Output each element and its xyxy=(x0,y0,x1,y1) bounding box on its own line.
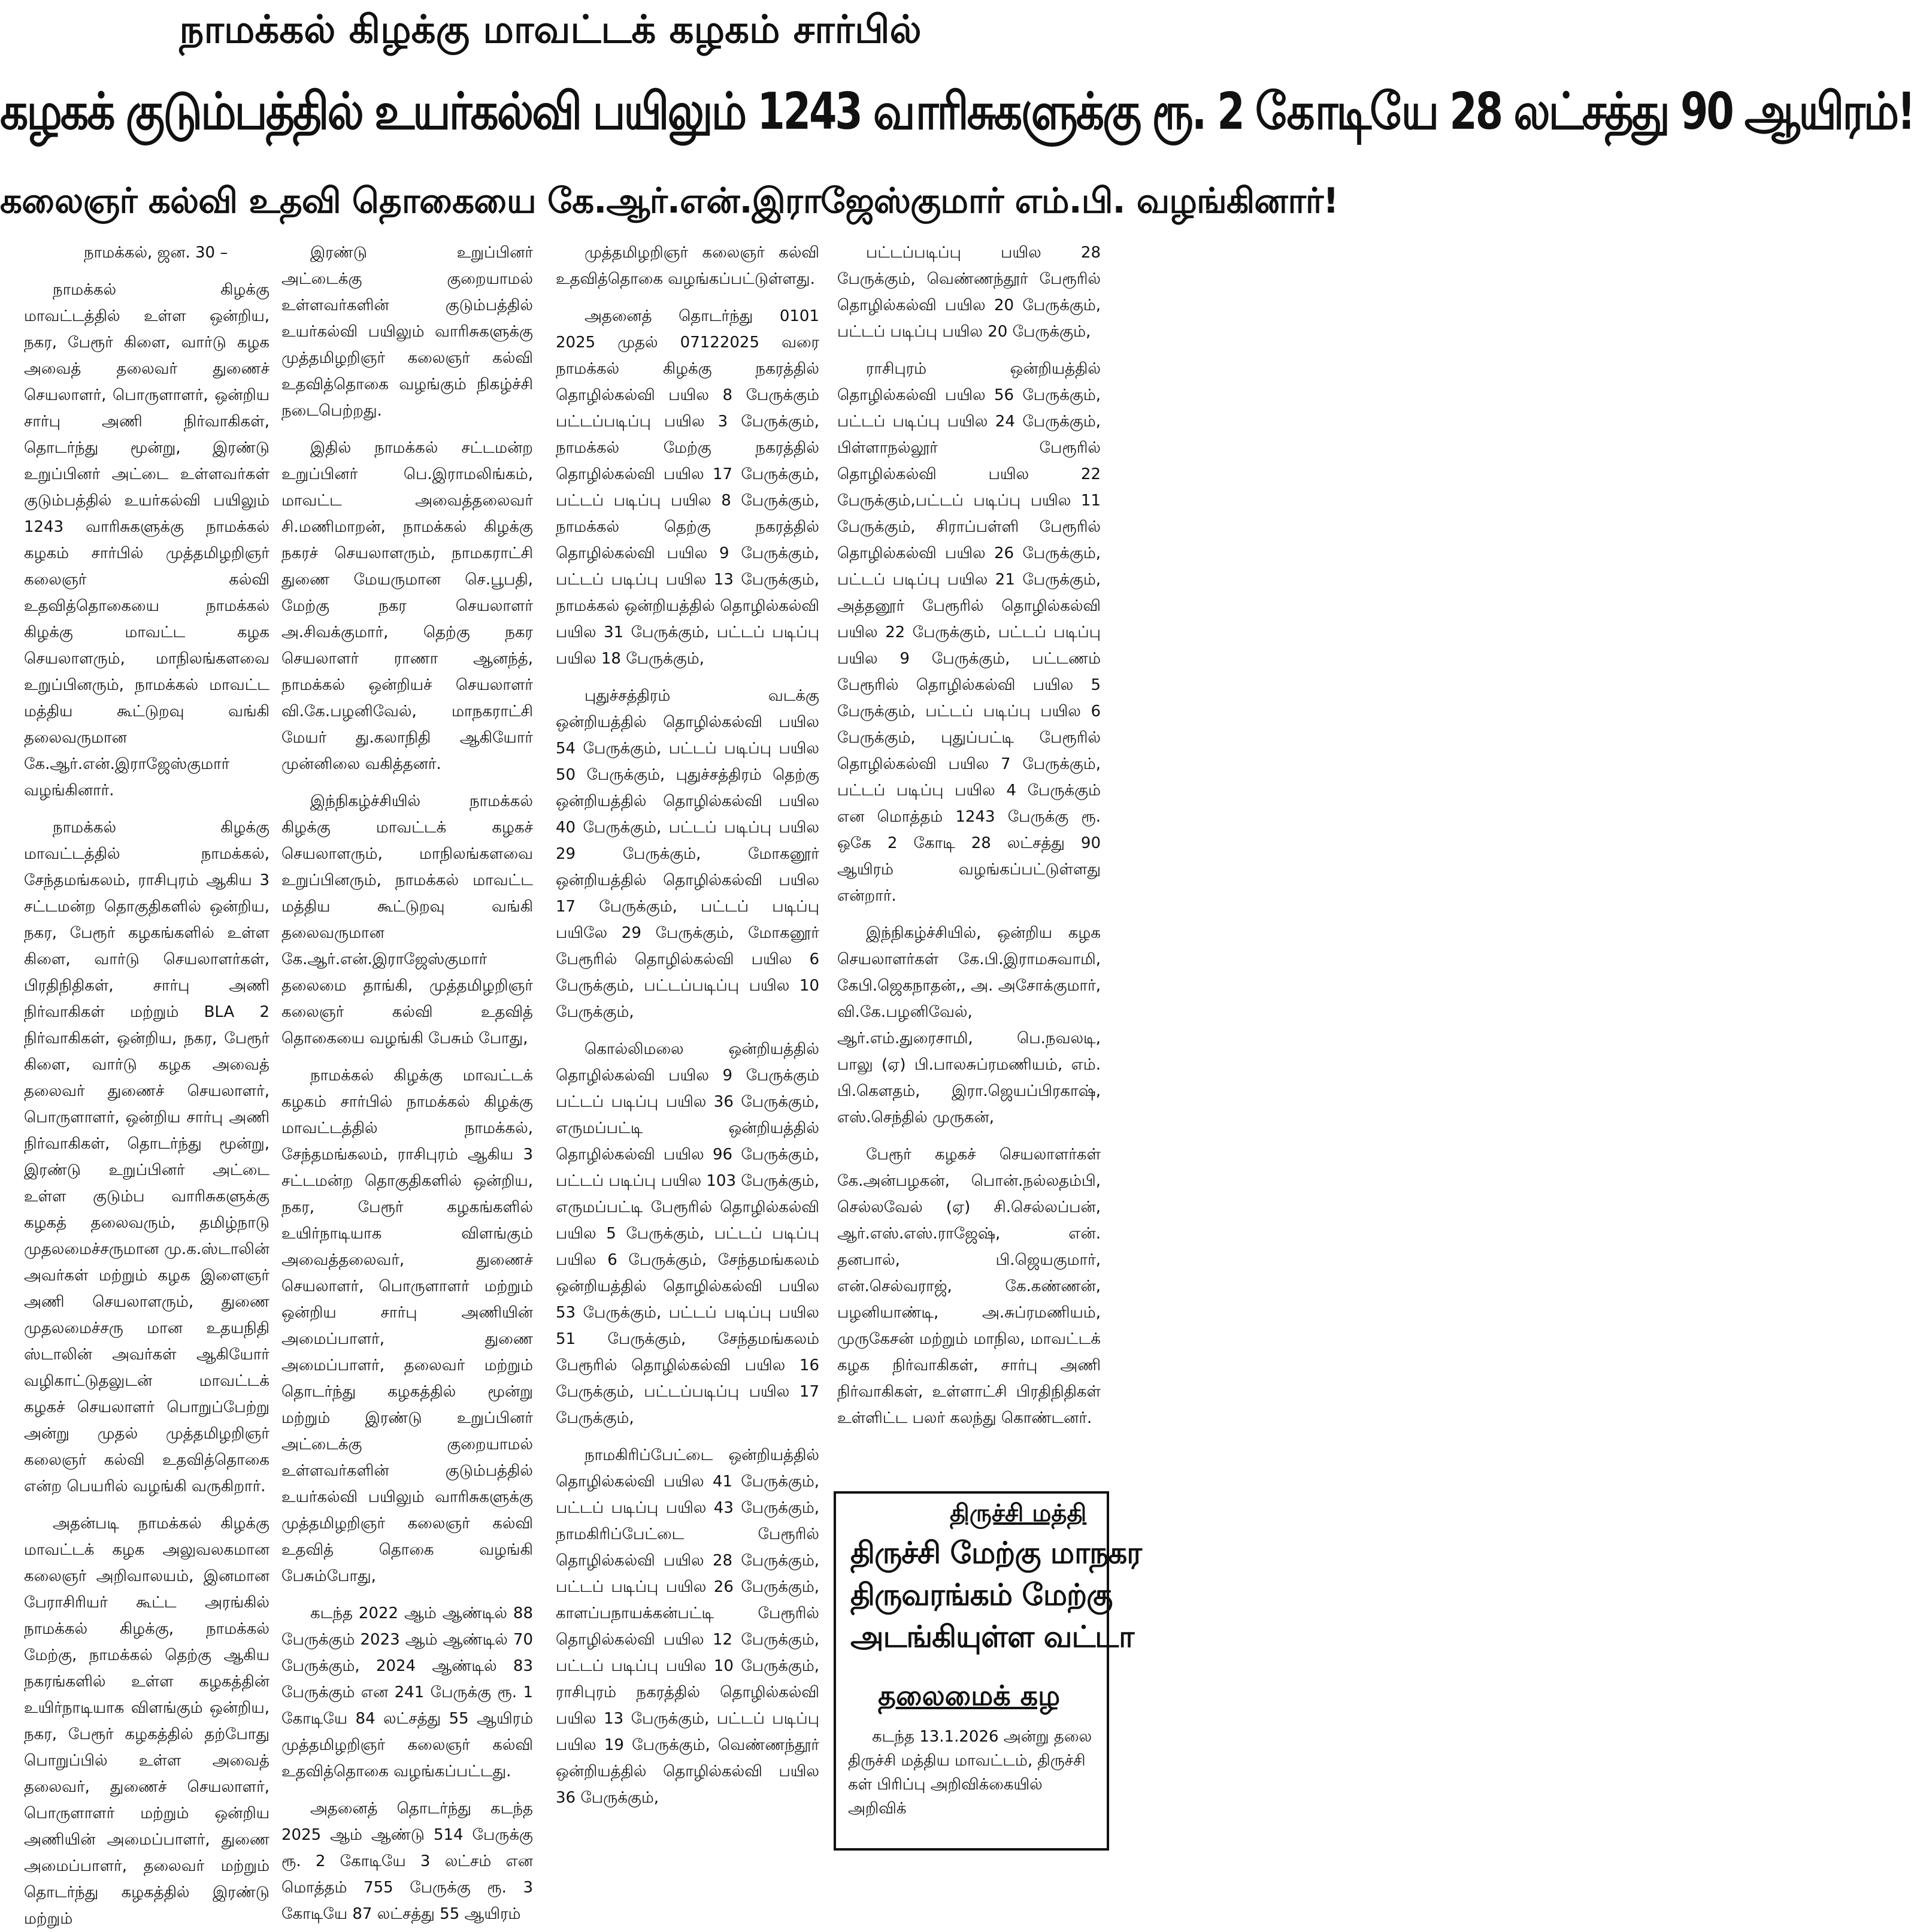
article-paragraph: பேரூர் கழகச் செயலாளர்கள் கே.அன்பழகன், பொன்.நல்லதம்பி, செல்லவேல் (ஏ) சி.செல்லப்பன், ஆர்.எஸ்.எஸ்.ராஜேஷ், என். தனபால், பி.ஜெயகுமார், என்.செல்வராஜ், கே.கண்ணன், பழனியாண்டி, அ.சுப்ரமணியம், முருகேசன் மற்றும் மாநில, மாவட்டக் கழக நிர்வாகிகள், சார்பு அணி நிர்வாகிகள், உள்ளாட்சி பிரதிநிதிகள் உள்ளிட்ட பலர் கலந்து கொண்டனர். xyxy=(837,1146,1101,1427)
article-column-1 xyxy=(24,240,269,1928)
box-headline-line: திருவரங்கம் மேற்கு xyxy=(850,1577,1113,1612)
box-subheading: தலைமைக் கழ xyxy=(878,1679,1061,1712)
headline-sub: கலைஞர் கல்வி உதவி தொகையை கே.ஆர்.என்.இராஜேஸ்குமார் எம்.பி. வழங்கினார்! xyxy=(0,180,1338,221)
article-paragraph: பட்டப்படிப்பு பயில 28 பேருக்கும், வெண்ணந்தூர் பேரூரில் தொழில்கல்வி பயில 20 பேருக்கும், பட்டப் படிப்பு பயில 20 பேருக்கும், xyxy=(837,244,1101,341)
article-paragraph: அதனைத் தொடர்ந்து 0101 2025 முதல் 07122025 வரை நாமக்கல் கிழக்கு நகரத்தில் தொழில்கல்வி பயில 8 பேருக்கும் பட்டப்படிப்பு பயில 3 பேருக்கும், நாமக்கல் மேற்கு நகரத்தில் தொழில்கல்வி பயில 17 பேருக்கும், பட்டப் படிப்பு பயில 8 பேருக்கும், நாமக்கல் தெற்கு நகரத்தில் தொழில்கல்வி பயில 9 பேருக்கும், பட்டப் படிப்பு பயில 13 பேருக்கும், நாமக்கல் ஒன்றியத்தில் தொழில்கல்வி பயில 31 பேருக்கும், பட்டப் படிப்பு பயில 18 பேருக்கும், xyxy=(556,307,819,668)
article-column-2 xyxy=(281,240,533,1923)
article-paragraph: நாமக்கல் கிழக்கு மாவட்டக் கழகம் சார்பில் நாமக்கல் கிழக்கு மாவட்டத்தில் நாமக்கல், சேந்தமங்கலம், ராசிபுரம் ஆகிய 3 சட்டமன்ற தொகுதிகளில் ஒன்றிய, நகர, பேரூர் கழகங்களில் உயிர்நாடியாக விளங்கும் அவைத்தலைவர், துணைச் செயலாளர், பொருளாளர் மற்றும் ஒன்றிய சார்பு அணியின் அமைப்பாளர், துணை அமைப்பாளர், தலைவர் மற்றும் தொடர்ந்து கழகத்தில் மூன்று மற்றும் இரண்டு உறுப்பினர் அட்டைக்கு குறையாமல் உள்ளவர்களின் குடும்பத்தில் உயர்கல்வி பயிலும் வாரிசுகளுக்கு முத்தமிழறிஞர் கலைஞர் கல்வி உதவித் தொகை வழங்கி பேசும்போது, xyxy=(281,1067,533,1585)
box-kicker: திருச்சி மத்தி xyxy=(950,1500,1087,1527)
article-column-4 xyxy=(837,240,1101,1491)
article-paragraph: ராசிபுரம் ஒன்றியத்தில் தொழில்கல்வி பயில 56 பேருக்கும், பட்டப் படிப்பு பயில 24 பேருக்கும், பிள்ளாநல்லூர் பேரூரில் தொழில்கல்வி பயில 22 பேருக்கும்,பட்டப் படிப்பு பயில 11 பேருக்கும், சிராப்பள்ளி பேரூரில் தொழில்கல்வி பயில 26 பேருக்கும், பட்டப் படிப்பு பயில 21 பேருக்கும், அத்தனூர் பேரூரில் தொழில்கல்வி பயில 22 பேருக்கும், பட்டப் படிப்பு பயில 9 பேருக்கும், பட்டணம் பேரூரில் தொழில்கல்வி பயில 5 பேருக்கும், பட்டப் படிப்பு பயில 6 பேருக்கும், புதுப்பட்டி பேரூரில் தொழில்கல்வி பயில 7 பேருக்கும், பட்டப் படிப்பு பயில 4 பேருக்கும் என மொத்தம் 1243 பேருக்கு ரூ. ஒகே 2 கோடி 28 லட்சத்து 90 ஆயிரம் வழங்கப்பட்டுள்ளது என்றார். xyxy=(837,360,1101,905)
box-text: கடந்த 13.1.2026 அன்று தலை திருச்சி மத்திய மாவட்டம், திருச்சி கள் பிரிப்பு அறிவிக்கையில் அறிவிக் xyxy=(848,1728,1092,1818)
article-paragraph: அதன்படி நாமக்கல் கிழக்கு மாவட்டக் கழக அலுவலகமான கலைஞர் அறிவாலயம், இனமான பேராசிரியர் கூட்ட அரங்கில் நாமக்கல் கிழக்கு, நாமக்கல் மேற்கு, நாமக்கல் தெற்கு ஆகிய நகரங்களில் உள்ள கழகத்தின் உயிர்நாடியாக விளங்கும் ஒன்றிய, நகர, பேரூர் கழகத்தில் தற்போது பொறுப்பில் உள்ள அவைத் தலைவர், துணைச் செயலாளர், பொருளாளர் மற்றும் ஒன்றிய அணியின் அமைப்பாளர், துணை அமைப்பாளர், தலைவர் மற்றும் தொடர்ந்து கழகத்தில் இரண்டு மற்றும் xyxy=(24,1515,269,1928)
article-paragraph: இதில் நாமக்கல் சட்டமன்ற உறுப்பினர் பெ.இராமலிங்கம், மாவட்ட அவைத்தலைவர் சி.மணிமாறன், நாமக்கல் கிழக்கு நகரச் செயலாளரும், நாமகராட்சி துணை மேயருமான செ.பூபதி, மேற்கு நகர செயலாளர் அ.சிவக்குமார், தெற்கு நகர செயலாளர் ராணா ஆனந்த், நாமக்கல் ஒன்றியச் செயலாளர் வி.கே.பழனிவேல், மாநகராட்சி மேயர் து.கலாநிதி ஆகியோர் முன்னிலை வகித்தனர். xyxy=(281,439,533,773)
article-paragraph: புதுச்சத்திரம் வடக்கு ஒன்றியத்தில் தொழில்கல்வி பயில 54 பேருக்கும், பட்டப் படிப்பு பயில 50 பேருக்கும், புதுச்சத்திரம் தெற்கு ஒன்றியத்தில் தொழில்கல்வி பயில 40 பேருக்கும், பட்டப் படிப்பு பயில 29 பேருக்கும், மோகனூர் ஒன்றியத்தில் தொழில்கல்வி பயில 17 பேருக்கும், பட்டப் படிப்பு பயிலே 29 பேருக்கும், மோகனூர் பேரூரில் தொழில்கல்வி பயில 6 பேருக்கும், பட்டப்படிப்பு பயில 10 பேருக்கும், xyxy=(556,687,819,1021)
article-paragraph: கொல்லிமலை ஒன்றியத்தில் தொழில்கல்வி பயில 9 பேருக்கும் பட்டப் படிப்பு பயில 36 பேருக்கும், எருமப்பட்டி ஒன்றியத்தில் தொழில்கல்வி பயில 96 பேருக்கும், பட்டப் படிப்பு பயில 103 பேருக்கும், எருமப்பட்டி பேரூரில் தொழில்கல்வி பயில 5 பேருக்கும், பட்டப் படிப்பு பயில 6 பேருக்கும், சேந்தமங்கலம் ஒன்றியத்தில் தொழில்கல்வி பயில 53 பேருக்கும், பட்டப் படிப்பு பயில 51 பேருக்கும், சேந்தமங்கலம் பேரூரில் தொழில்கல்வி பயில 16 பேருக்கும், பட்டப்படிப்பு பயில 17 பேருக்கும், xyxy=(556,1040,819,1427)
article-paragraph: நாமக்கல் கிழக்கு மாவட்டத்தில் நாமக்கல், சேந்தமங்கலம், ராசிபுரம் ஆகிய 3 சட்டமன்ற தொகுதிகளில் ஒன்றிய, நகர, பேரூர் கழகங்களில் உள்ள கிளை, வார்டு செயலாளர்கள், பிரதிநிதிகள், சார்பு அணி நிர்வாகிகள் மற்றும் BLA 2 நிர்வாகிகள், ஒன்றிய, நகர, பேரூர் கிளை, வார்டு கழக அவைத் தலைவர் துணைச் செயலாளர், பொருளாளர், ஒன்றிய சார்பு அணி நிர்வாகிகள், தொடர்ந்து மூன்று, இரண்டு உறுப்பினர் அட்டை உள்ள குடும்ப வாரிசுகளுக்கு கழகத் தலைவரும், தமிழ்நாடு முதலமைச்சருமான மு.க.ஸ்டாலின் அவர்கள் மற்றும் கழக இளைஞர் அணி செயலாளரும், துணை முதலமைச்சரு மான உதயநிதி ஸ்டாலின் அவர்கள் ஆகியோர் வழிகாட்டுதலுடன் மாவட்டக் கழகச் செயலாளர் பொறுப்பேற்று அன்று முதல் முத்தமிழறிஞர் கலைஞர் கல்வி உதவித்தொகை என்ற பெயரில் வழங்கி வருகிறார். xyxy=(24,819,269,1495)
article-paragraph: கடந்த 2022 ஆம் ஆண்டில் 88 பேருக்கும் 2023 ஆம் ஆண்டில் 70 பேருக்கும், 2024 ஆண்டில் 83 பேருக்கும் என 241 பேருக்கு ரூ. 1 கோடியே 84 லட்சத்து 55 ஆயிரம் முத்தமிழறிஞர் கலைஞர் கல்வி உதவித்தொகை வழங்கப்பட்டது. xyxy=(281,1604,533,1780)
article-paragraph: அதனைத் தொடர்ந்து கடந்த 2025 ஆம் ஆண்டு 514 பேருக்கு ரூ. 2 கோடியே 3 லட்சம் என மொத்தம் 755 பேருக்கு ரூ. 3 கோடியே 87 லட்சத்து 55 ஆயிரம் xyxy=(281,1800,533,1923)
article-paragraph: முத்தமிழறிஞர் கலைஞர் கல்வி உதவித்தொகை வழங்கப்பட்டுள்ளது. xyxy=(556,244,819,288)
article-paragraph: இரண்டு உறுப்பினர் அட்டைக்கு குறையாமல் உள்ளவர்களின் குடும்பத்தில் உயர்கல்வி பயிலும் வாரிசுகளுக்கு முத்தமிழறிஞர் கலைஞர் கல்வி உதவித்தொகை வழங்கும் நிகழ்ச்சி நடைபெற்றது. xyxy=(281,244,533,420)
box-headline-line: திருச்சி மேற்கு மாநகர xyxy=(850,1536,1142,1570)
article-paragraph: நாமகிரிப்பேட்டை ஒன்றியத்தில் தொழில்கல்வி பயில 41 பேருக்கும், பட்டப் படிப்பு பயில 43 பேருக்கும், நாமகிரிப்பேட்டை பேரூரில் தொழில்கல்வி பயில 28 பேருக்கும், பட்டப் படிப்பு பயில 26 பேருக்கும், காளப்பநாயக்கன்பட்டி பேரூரில் தொழில்கல்வி பயில 12 பேருக்கும், பட்டப் படிப்பு பயில 10 பேருக்கும், ராசிபுரம் நகரத்தில் தொழில்கல்வி பயில 13 பேருக்கும், பட்டப் படிப்பு பயில 19 பேருக்கும், வெண்ணந்தூர் ஒன்றியத்தில் தொழில்கல்வி பயில 36 பேருக்கும், xyxy=(556,1446,819,1807)
article-paragraph: இந்நிகழ்ச்சியில் நாமக்கல் கிழக்கு மாவட்டக் கழகச் செயலாளரும், மாநிலங்களவை உறுப்பினரும், நாமக்கல் மாவட்ட மத்திய கூட்டுறவு வங்கி தலைவருமான கே.ஆர்.என்.இராஜேஸ்குமார் தலைமை தாங்கி, முத்தமிழறிஞர் கலைஞர் கல்வி உதவித் தொகையை வழங்கி பேசும் போது, xyxy=(281,792,533,1047)
article-column-3 xyxy=(556,240,819,1839)
article-paragraph: இந்நிகழ்ச்சியில், ஒன்றிய கழக செயலாளர்கள் கே.பி.இராமசுவாமி, கேபி.ஜெகநாதன்,, அ. அசோக்குமார், வி.கே.பழனிவேல், ஆர்.எம்.துரைசாமி, பெ.நவலடி, பாலு (ஏ) பி.பாலசுப்ரமணியம், எம். பி.கௌதம், இரா.ஜெயப்பிரகாஷ், எஸ்.செந்தில் முருகன், xyxy=(837,924,1101,1127)
article-paragraph: நாமக்கல் கிழக்கு மாவட்டத்தில் உள்ள ஒன்றிய, நகர, பேரூர் கிளை, வார்டு கழக அவைத் தலைவர் துணைச் செயலாளர், பொருளாளர், ஒன்றிய சார்பு அணி நிர்வாகிகள், தொடர்ந்து மூன்று, இரண்டு உறுப்பினர் அட்டை உள்ளவர்கள் குடும்பத்தில் உயர்கல்வி பயிலும் 1243 வாரிசுகளுக்கு நாமக்கல் கழகம் சார்பில் முத்தமிழறிஞர் கலைஞர் கல்வி உதவித்தொகையை நாமக்கல் கிழக்கு மாவட்ட கழக செயலாளரும், மாநிலங்களவை உறுப்பினரும், நாமக்கல் மாவட்ட மத்திய கூட்டுறவு வங்கி தலைவருமான கே.ஆர்.என்.இராஜேஸ்குமார் வழங்கினார். xyxy=(24,281,269,800)
headline-kicker: நாமக்கல் கிழக்கு மாவட்டக் கழகம் சார்பில் xyxy=(179,8,922,52)
dateline: நாமக்கல், ஜன. 30 – xyxy=(84,244,228,262)
headline-main: கழகக் குடும்பத்தில் உயர்கல்வி பயிலும் 1243 வாரிசுகளுக்கு ரூ. 2 கோடியே 28 லட்சத்து 90 ஆயிரம்! xyxy=(0,81,1914,141)
adjacent-article-box xyxy=(834,1491,1142,1851)
box-headline-line: அடங்கியுள்ள வட்டா xyxy=(850,1619,1134,1654)
